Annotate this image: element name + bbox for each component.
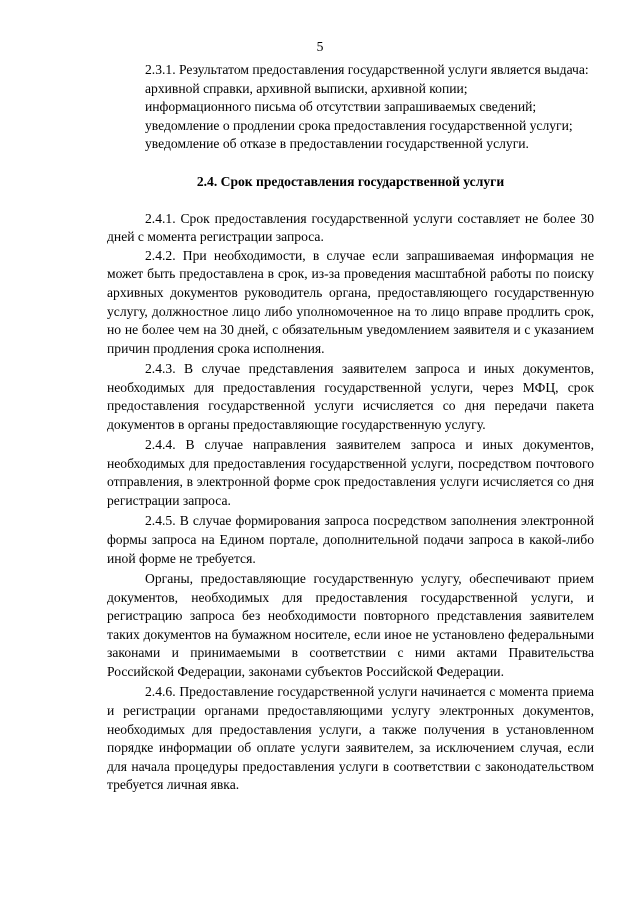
document-body	[107, 61, 594, 795]
paragraph-2-3-1: 2.3.1. Результатом предоставления государственной услуги является выдача:	[145, 62, 589, 77]
list-item-extension-notice: уведомление о продлении срока предоставления государственной услуги;	[145, 117, 573, 133]
paragraph-organy: Органы, предоставляющие государственную услугу, обеспечивают прием документов, необходимых для предоставления государственной услуги, и регистрацию запроса без необходимости повторного представления заявителем таких документов на бумажном носителе, если иное не установлено федеральными законами и принимаемыми в соответствии с ними актами Правительства Российской Федерации, законами субъектов Российской Федерации.	[107, 571, 594, 679]
list-item-refusal-notice: уведомление об отказе в предоставлении государственной услуги.	[145, 136, 529, 152]
page-number: 5	[316, 39, 324, 54]
paragraph-2-4-2: 2.4.2. При необходимости, в случае если запрашиваемая информация не может быть предоставлена в срок, из-за проведения масштабной работы по поиску архивных документов руководитель органа, предоставляющего государственную услугу, должностное лицо либо уполномоченное на то лицо вправе продлить срок, но не более чем на 30 дней, с обязательным уведомлением заявителя и с указанием причин продления срока исполнения.	[107, 247, 594, 356]
list-item-archive-certificate: архивной справки, архивной выписки, архивной копии;	[145, 80, 468, 96]
list-item-info-letter: информационного письма об отсутствии запрашиваемых сведений;	[145, 99, 537, 115]
section-heading-2-4: 2.4. Срок предоставления государственной услуги	[196, 173, 505, 189]
paragraph-2-4-4: 2.4.4. В случае направления заявителем запроса и иных документов, необходимых для предоставления государственной услуги, посредством почтового отправления, в электронной форме срок предоставления услуги исчисляется со дня регистрации запроса.	[107, 437, 594, 509]
paragraph-2-4-5: 2.4.5. В случае формирования запроса посредством заполнения электронной формы запроса на Едином портале, дополнительной подачи запроса в какой-либо иной форме не требуется.	[107, 513, 594, 566]
paragraph-2-4-1: 2.4.1. Срок предоставления государственной услуги составляет не более 30 дней с момента регистрации запроса.	[107, 210, 594, 245]
paragraph-2-4-6: 2.4.6. Предоставление государственной услуги начинается с момента приема и регистрации органами предоставляющими услугу электронных документов, необходимых для предоставления услуги, а также получения в установленном порядке информации об оплате услуги заявителем, за исключением случая, если для начала процедуры предоставления услуги в соответствии с законодательством требуется личная явка.	[107, 684, 594, 793]
paragraph-2-4-3: 2.4.3. В случае представления заявителем запроса и иных документов, необходимых для предоставления государственной услуги, через МФЦ, срок предоставления государственной услуги исчисляется со дня передачи пакета документов в органы предоставляющие государственную услугу.	[107, 361, 594, 432]
